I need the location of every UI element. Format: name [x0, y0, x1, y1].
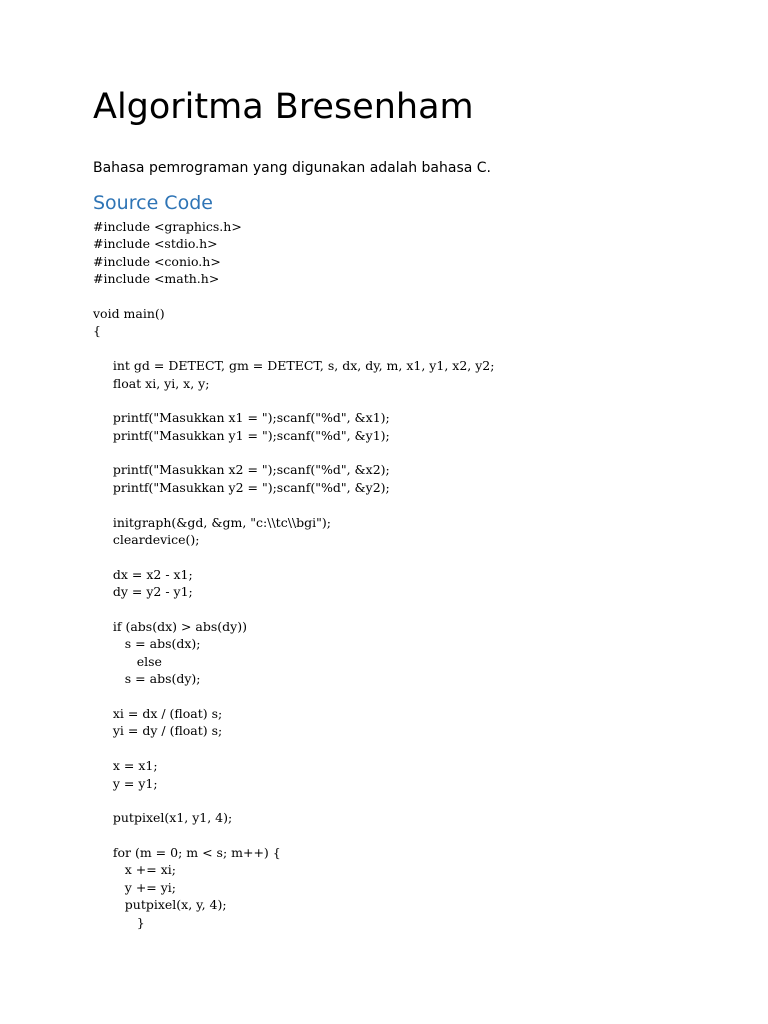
- code-line: printf("Masukkan x1 = ");scanf("%d", &x1);: [93, 410, 390, 426]
- code-line: cleardevice();: [93, 532, 200, 548]
- code-line: #include <conio.h>: [93, 253, 221, 269]
- document-title: Algoritma Bresenham: [93, 87, 474, 127]
- code-line: [93, 601, 494, 618]
- code-line: s = abs(dy);: [93, 671, 201, 687]
- code-line: initgraph(&gd, &gm, "c:\\tc\\bgi");: [93, 514, 331, 530]
- code-line: y += yi;: [93, 879, 177, 895]
- code-line: for (m = 0; m < s; m++) {: [93, 845, 281, 861]
- code-line: printf("Masukkan y1 = ");scanf("%d", &y1);: [93, 427, 390, 443]
- code-line: else: [93, 653, 162, 669]
- code-line: #include <stdio.h>: [93, 236, 218, 252]
- code-line: dx = x2 - x1;: [93, 566, 193, 582]
- code-line: y = y1;: [93, 775, 158, 791]
- code-line: [93, 548, 494, 565]
- code-line: float xi, yi, x, y;: [93, 375, 210, 391]
- intro-paragraph: Bahasa pemrograman yang digunakan adalah bahasa C.: [93, 160, 492, 176]
- code-line: #include <graphics.h>: [93, 219, 242, 234]
- code-line: [93, 340, 494, 357]
- code-line: [93, 827, 494, 844]
- code-line: xi = dx / (float) s;: [93, 705, 223, 721]
- code-line: printf("Masukkan x2 = ");scanf("%d", &x2);: [93, 462, 390, 478]
- section-heading-source-code: Source Code: [93, 192, 213, 214]
- code-line: [93, 444, 494, 461]
- code-line: printf("Masukkan y2 = ");scanf("%d", &y2);: [93, 479, 390, 495]
- code-line: #include <math.h>: [93, 271, 220, 287]
- code-line: dy = y2 - y1;: [93, 584, 193, 600]
- code-line: x += xi;: [93, 862, 176, 878]
- code-line: void main(): [93, 305, 165, 321]
- code-line: }: [93, 914, 145, 930]
- code-line: [93, 392, 494, 409]
- code-line: putpixel(x1, y1, 4);: [93, 810, 233, 826]
- code-line: yi = dy / (float) s;: [93, 723, 223, 739]
- code-line: putpixel(x, y, 4);: [93, 897, 227, 913]
- code-line: {: [93, 323, 101, 339]
- code-line: x = x1;: [93, 758, 158, 774]
- source-code-block: [93, 218, 494, 931]
- code-line: [93, 688, 494, 705]
- code-line: if (abs(dx) > abs(dy)): [93, 618, 247, 634]
- code-line: [93, 740, 494, 757]
- code-line: int gd = DETECT, gm = DETECT, s, dx, dy, m, x1, y1, x2, y2;: [93, 358, 495, 374]
- document-page: [93, 0, 733, 1024]
- code-line: [93, 288, 494, 305]
- code-line: [93, 792, 494, 809]
- code-line: [93, 496, 494, 513]
- code-line: s = abs(dx);: [93, 636, 201, 652]
